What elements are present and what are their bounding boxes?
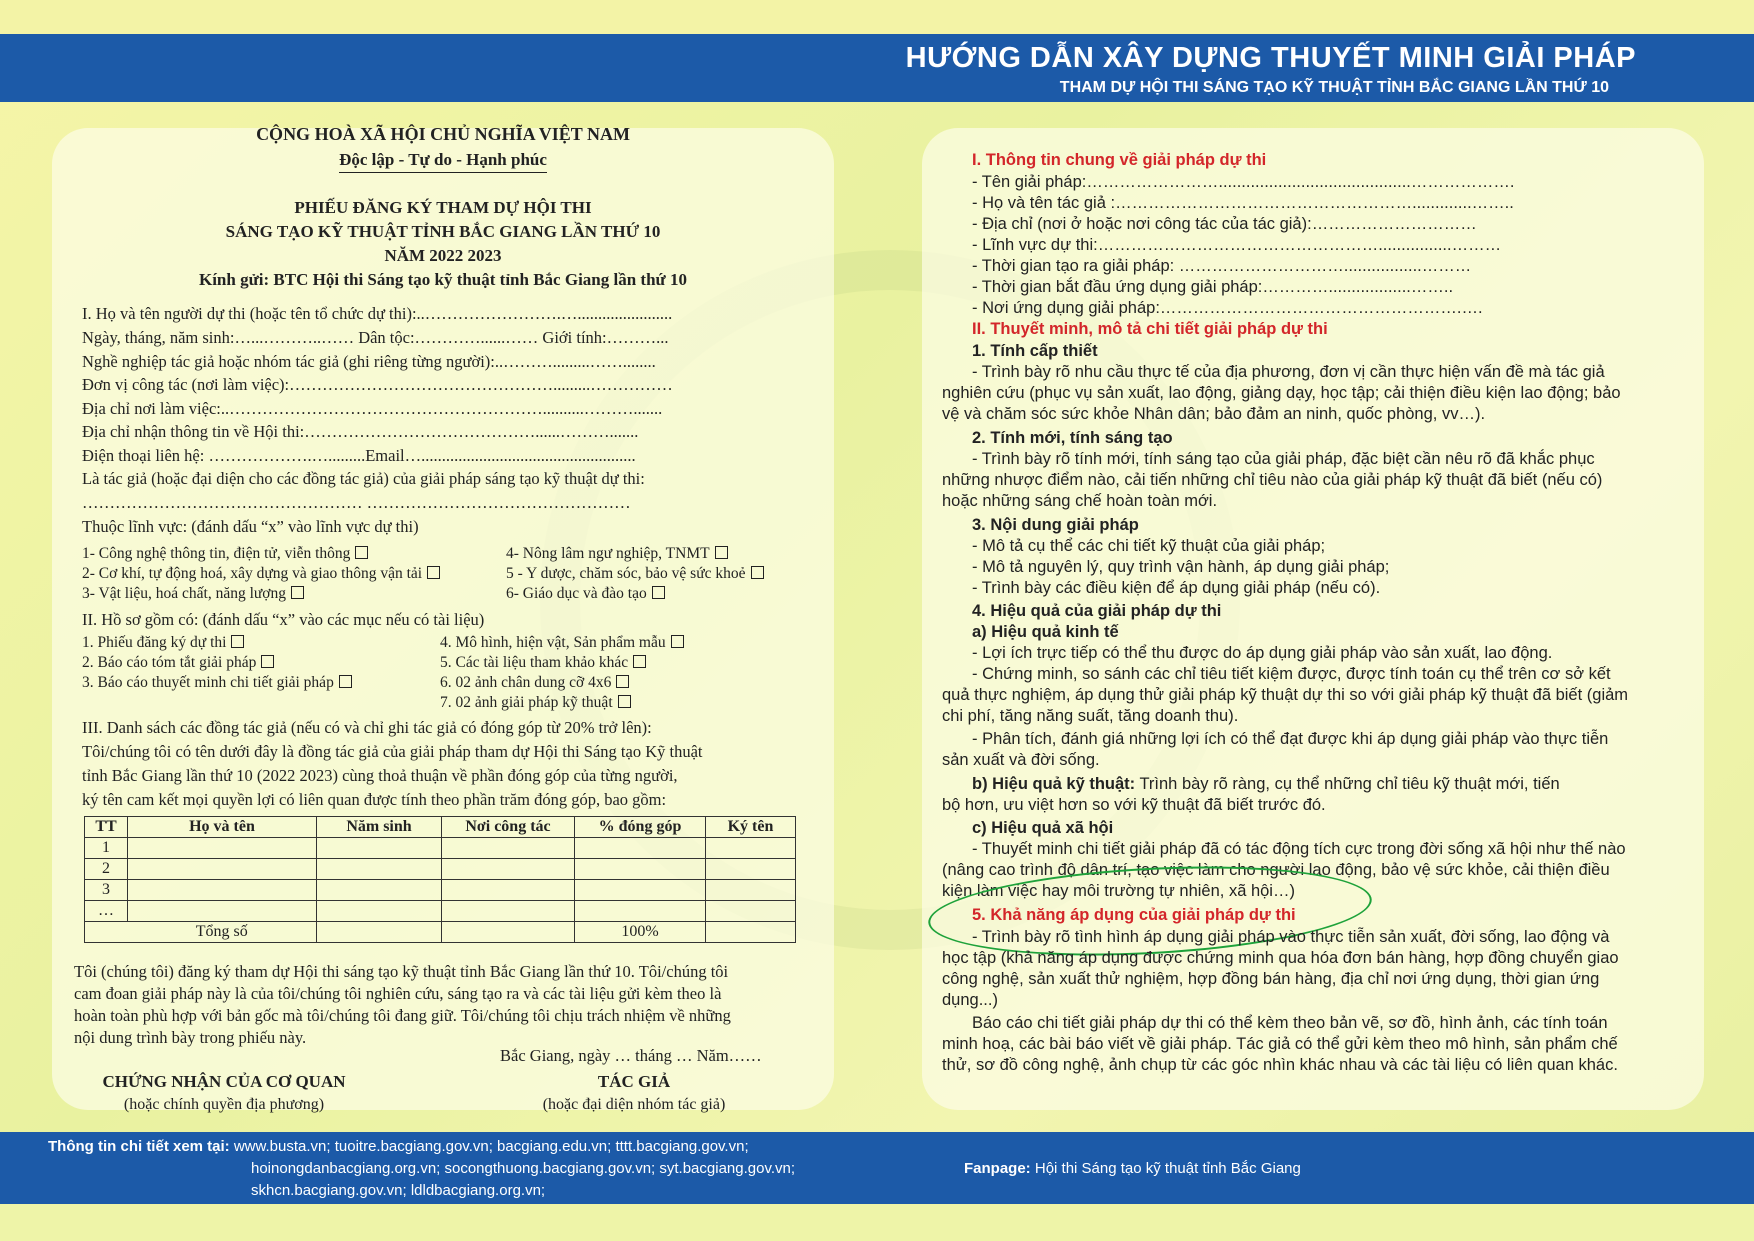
table-total-row: [85, 922, 796, 943]
para-4b: [972, 774, 1682, 795]
motto: [84, 150, 802, 170]
footer-info-line: [48, 1138, 749, 1155]
checkbox[interactable]: [261, 655, 274, 668]
coauthor-table: [84, 816, 796, 943]
section3-line: Tôi/chúng tôi có tên dưới đây là đồng tác giả của giải pháp tham dự Hội thi Sáng tạo Kỹ thuật: [82, 742, 703, 761]
sign-left-subtitle: (hoặc chính quyền địa phương): [123, 1096, 325, 1113]
heading-4: 4. Hiệu quả của giải pháp dự thi: [972, 602, 1222, 620]
section3-line: ký tên cam kết mọi quyền lợi có liên quan được tính theo phần trăm đóng góp, bao gồm:: [82, 790, 667, 809]
info-line: - Lĩnh vực dự thi:……………………………………………................………: [972, 236, 1502, 254]
para-line: thử, sơ đồ công nghệ, ảnh chụp từ các góc nhìn khác nhau và các tài liệu có liên quan khác.: [942, 1056, 1618, 1074]
table-cell[interactable]: [575, 859, 706, 880]
table-cell[interactable]: [442, 838, 575, 859]
info-line: - Thời gian bắt đầu ứng dụng giải pháp:…………..................……..: [972, 278, 1454, 296]
heading-4c: c) Hiệu quả xã hội: [972, 819, 1114, 837]
table-cell[interactable]: [128, 901, 317, 922]
sign-right-subtitle: (hoặc đại diện nhóm tác giả): [542, 1096, 726, 1113]
commitment-line: nội dung trình bày trong phiếu này.: [74, 1028, 307, 1047]
table-row: [85, 859, 796, 880]
checkbox[interactable]: [751, 566, 764, 579]
column-header: % đóng góp: [575, 817, 706, 838]
footer-links[interactable]: hoinongdanbacgiang.org.vn; socongthuong.bacgiang.gov.vn; syt.bacgiang.gov.vn;: [251, 1160, 796, 1177]
commitment-line: hoàn toàn phù hợp với bản gốc mà tôi/chúng tôi đang giữ. Tôi/chúng tôi chịu trách nhiệm về những: [74, 1006, 731, 1025]
field-option-label: 3- Vật liệu, hoá chất, năng lượng: [82, 585, 286, 602]
column-header: Nơi công tác: [442, 817, 575, 838]
table-row: [85, 838, 796, 859]
sign-right-title: TÁC GIẢ: [597, 1072, 671, 1091]
document-option-label: 3. Báo cáo thuyết minh chi tiết giải pháp: [82, 674, 334, 691]
table-cell[interactable]: [442, 859, 575, 880]
table-cell[interactable]: [442, 901, 575, 922]
form-line: …………………………………………… …………………………………………: [82, 493, 631, 512]
field-option: [506, 585, 665, 603]
document-option: [440, 674, 629, 692]
commitment-line: cam đoan giải pháp này là của tôi/chúng tôi nghiên cứu, sáng tạo ra và các tài liệu gửi kèm theo là: [74, 984, 722, 1003]
para-line: kiện làm việc hay môi trường tự nhiên, xã hội…): [942, 882, 1295, 900]
field-option-label: 2- Cơ khí, tự động hoá, xây dựng và giao thông vận tải: [82, 565, 423, 582]
info-line: - Thời gian tạo ra giải pháp: ………………………….................………: [972, 257, 1472, 275]
document-option: [440, 634, 684, 652]
table-cell[interactable]: [706, 859, 796, 880]
para-line: - Phân tích, đánh giá những lợi ích có thể đạt được khi áp dụng giải pháp vào thực tiễn: [972, 730, 1609, 748]
nation-title: CỘNG HOÀ XÃ HỘI CHỦ NGHĨA VIỆT NAM: [256, 124, 630, 144]
form-line: Địa chỉ nơi làm việc:..…………………………………………………..........……….......: [82, 399, 663, 418]
total-label: Tổng số: [128, 922, 317, 943]
footer-banner: [0, 1132, 1754, 1204]
section-1-heading: I. Thông tin chung về giải pháp dự thi: [972, 151, 1267, 169]
heading-5: 5. Khả năng áp dụng của giải pháp dự thi: [972, 906, 1296, 924]
document-option: [440, 654, 646, 672]
para-line: học tập (khả năng áp dụng được chứng minh qua hóa đơn bán hàng, hợp đồng chuyển giao: [942, 949, 1619, 967]
date-line: Bắc Giang, ngày … tháng … Năm……: [500, 1046, 762, 1065]
fanpage-label: Fanpage:: [964, 1160, 1031, 1177]
column-header: Ký tên: [706, 817, 796, 838]
form-line: Địa chỉ nhận thông tin về Hội thi:……………………………………......……….......: [82, 422, 639, 441]
field-option: [82, 585, 304, 603]
field-option-label: 4- Nông lâm ngư nghiệp, TNMT: [506, 545, 710, 562]
form-line: I. Họ và tên người dự thi (hoặc tên tổ chức dự thi):..…………………….….......................: [82, 304, 673, 323]
heading-4a: a) Hiệu quả kinh tế: [972, 623, 1119, 641]
document-option-label: 6. 02 ảnh chân dung cỡ 4x6: [440, 674, 612, 691]
table-row: [85, 880, 796, 901]
document-option-label: 1. Phiếu đăng ký dự thi: [82, 634, 227, 651]
heading-3: 3. Nội dung giải pháp: [972, 516, 1139, 534]
table-cell[interactable]: [128, 859, 317, 880]
kinh-gui: Kính gửi: BTC Hội thi Sáng tạo kỹ thuật tỉnh Bắc Giang lần thứ 10: [198, 270, 687, 289]
table-cell[interactable]: [706, 901, 796, 922]
table-cell[interactable]: [575, 901, 706, 922]
table-header-row: [85, 817, 796, 838]
checkbox[interactable]: [427, 566, 440, 579]
form-title-2: SÁNG TẠO KỸ THUẬT TỈNH BẮC GIANG LẦN THỨ 10: [225, 222, 661, 241]
field-option-label: 5 - Y dược, chăm sóc, bảo vệ sức khoẻ: [506, 565, 746, 582]
para-line: quả thực nghiệm, áp dụng thử giải pháp kỹ thuật dự thi so với giải pháp kỹ thuật đã biết (giảm: [942, 686, 1629, 704]
motto-text: Độc lập - Tự do - Hạnh phúc: [339, 150, 547, 173]
table-cell[interactable]: [706, 838, 796, 859]
table-cell: [317, 922, 442, 943]
column-header: Năm sinh: [317, 817, 442, 838]
para-line: minh hoạ, các bài báo viết về giải pháp. Tác giả có thể gửi kèm theo mô hình, sản phẩm chế: [942, 1035, 1618, 1053]
para-line: - Lợi ích trực tiếp có thể thu được do áp dụng giải pháp vào sản xuất, lao động.: [972, 644, 1553, 662]
fanpage-name[interactable]: Hội thi Sáng tạo kỹ thuật tỉnh Bắc Giang: [1030, 1160, 1301, 1177]
footer-info-label: Thông tin chi tiết xem tại:: [48, 1138, 230, 1155]
form-title-1: PHIẾU ĐĂNG KÝ THAM DỰ HỘI THI: [294, 198, 592, 217]
form-line: Thuộc lĩnh vực: (đánh dấu “x” vào lĩnh vực dự thi): [82, 517, 419, 536]
commitment-line: Tôi (chúng tôi) đăng ký tham dự Hội thi sáng tạo kỹ thuật tỉnh Bắc Giang lần thứ 10. Tôi/chúng tôi: [74, 962, 729, 981]
table-cell[interactable]: [317, 838, 442, 859]
section3-line: tỉnh Bắc Giang lần thứ 10 (2022 2023) cùng thoả thuận về phần đóng góp của từng người,: [82, 766, 678, 785]
top-strip: [0, 0, 1754, 34]
table-cell[interactable]: [575, 838, 706, 859]
table-cell[interactable]: [128, 880, 317, 901]
document-option-label: 5. Các tài liệu tham khảo khác: [440, 654, 629, 671]
info-line: - Nơi ứng dụng giải pháp:……………………………………………….….: [972, 299, 1483, 317]
para-line: Báo cáo chi tiết giải pháp dự thi có thể kèm theo bản vẽ, sơ đồ, hình ảnh, các tính toán: [972, 1014, 1608, 1032]
checkbox[interactable]: [339, 675, 352, 688]
document-option-label: 7. 02 ảnh giải pháp kỹ thuật: [440, 694, 613, 711]
checkbox[interactable]: [291, 586, 304, 599]
field-option: [82, 565, 440, 583]
document-option: [82, 654, 274, 672]
field-option-label: 1- Công nghệ thông tin, điện tử, viễn thông: [82, 545, 351, 562]
table-cell: [85, 922, 128, 943]
heading-1: 1. Tính cấp thiết: [972, 342, 1098, 360]
form-line: Ngày, tháng, năm sinh:…...………..…… Dân tộc:…………......…… Giới tính:………...: [82, 328, 669, 347]
hoso-title: II. Hồ sơ gồm có: (đánh dấu “x” vào các mục nếu có tài liệu): [82, 610, 485, 629]
document-option: [440, 694, 631, 712]
column-header: TT: [85, 817, 128, 838]
para-text: Trình bày rõ ràng, cụ thể những chỉ tiêu kỹ thuật mới, tiến: [1135, 775, 1560, 793]
form-title-3: NĂM 2022 2023: [384, 246, 502, 265]
total-value: 100%: [575, 922, 706, 943]
para-line: hoặc những sáng chế hoàn toàn mới.: [942, 492, 1218, 510]
table-cell[interactable]: [442, 880, 575, 901]
para-line: - Trình bày rõ tính mới, tính sáng tạo của giải pháp, đặc biệt cần nêu rõ đã khắc phục: [972, 450, 1595, 468]
form-line: Điện thoại liên hệ: ……………….….........Email…....................................................: [82, 446, 636, 465]
checkbox[interactable]: [671, 635, 684, 648]
sign-left-title: CHỨNG NHẬN CỦA CƠ QUAN: [102, 1072, 346, 1091]
header-banner: [0, 34, 1754, 102]
table-cell[interactable]: [706, 880, 796, 901]
footer-links[interactable]: skhcn.bacgiang.gov.vn; ldldbacgiang.org.vn;: [251, 1182, 546, 1199]
field-option: [82, 545, 368, 563]
para-line: những nhược điểm nào, cải tiến những chỉ tiêu nào của giải pháp kỹ thuật đã biết (nếu có): [942, 471, 1603, 489]
table-cell[interactable]: [317, 901, 442, 922]
checkbox[interactable]: [355, 546, 368, 559]
para-line: vệ và chăm sóc sức khỏe Nhân dân; bảo đảm an ninh, quốc phòng, vv…).: [942, 405, 1486, 423]
table-cell: …: [85, 901, 128, 922]
para-line: - Thuyết minh chi tiết giải pháp đã có tác động tích cực trong đời sống xã hội như thế nào: [972, 840, 1626, 858]
document-option: [82, 674, 352, 692]
para-line: sản xuất và đời sống.: [942, 751, 1100, 769]
para-line: dụng...): [942, 991, 998, 1009]
table-cell: [442, 922, 575, 943]
form-line: Nghề nghiệp tác giả hoặc nhóm tác giả (ghi riêng từng người):..……….........……........: [82, 352, 656, 371]
table-cell[interactable]: [317, 859, 442, 880]
para-line: - Mô tả nguyên lý, quy trình vận hành, áp dụng giải pháp;: [972, 558, 1390, 576]
table-cell[interactable]: [128, 838, 317, 859]
document-option-label: 2. Báo cáo tóm tắt giải pháp: [82, 654, 257, 671]
section-2-heading: II. Thuyết minh, mô tả chi tiết giải pháp dự thi: [972, 320, 1328, 338]
checkbox[interactable]: [633, 655, 646, 668]
para-line: - Trình bày rõ tình hình áp dụng giải pháp vào thực tiễn sản xuất, đời sống, lao động và: [972, 928, 1610, 946]
heading-2: 2. Tính mới, tính sáng tạo: [972, 429, 1173, 447]
table-cell[interactable]: [575, 880, 706, 901]
checkbox[interactable]: [231, 635, 244, 648]
info-line: - Tên giải pháp:……………………..........................................……………….: [972, 173, 1515, 191]
para-line: bộ hơn, ưu việt hơn so với kỹ thuật đã biết trước đó.: [942, 796, 1326, 814]
info-line: - Địa chỉ (nơi ở hoặc nơi công tác của tác giả):…………………………: [972, 215, 1477, 233]
document-option: [82, 634, 244, 652]
para-line: - Trình bày các điều kiện để áp dụng giải pháp (nếu có).: [972, 579, 1381, 597]
para-line: chi phí, tăng năng suất, tăng doanh thu).: [942, 707, 1239, 725]
checkbox[interactable]: [652, 586, 665, 599]
para-line: - Trình bày rõ nhu cầu thực tế của địa phương, đơn vị cần thực hiện vấn đề mà tác giả: [972, 363, 1605, 381]
table-row: [85, 901, 796, 922]
para-line: công nghệ, sản xuất thử nghiệm, hợp đồng bán hàng, địa chỉ nơi ứng dụng, thời gian ứng: [942, 970, 1600, 988]
page-subtitle: THAM DỰ HỘI THI SÁNG TẠO KỸ THUẬT TỈNH BẮC GIANG LẦN THỨ 10: [1059, 79, 1609, 96]
table-cell: 3: [85, 880, 128, 901]
column-header: Họ và tên: [128, 817, 317, 838]
table-cell: 2: [85, 859, 128, 880]
para-line: - Chứng minh, so sánh các chỉ tiêu tiết kiệm được, được tính toán cụ thể trên cơ sở kết: [972, 665, 1611, 683]
checkbox[interactable]: [715, 546, 728, 559]
footer-fanpage: [964, 1160, 1301, 1177]
heading-4b: b) Hiệu quả kỹ thuật:: [972, 775, 1136, 793]
para-line: nghiên cứu (phục vụ sản xuất, lao động, giảng dạy, học tập; cải thiện điều kiện lao động; bảo: [942, 384, 1621, 402]
bottom-strip: [0, 1204, 1754, 1241]
footer-links[interactable]: www.busta.vn; tuoitre.bacgiang.gov.vn; bacgiang.edu.vn; tttt.bacgiang.gov.vn;: [229, 1138, 749, 1155]
checkbox[interactable]: [618, 695, 631, 708]
field-option-label: 6- Giáo dục và đào tạo: [506, 585, 647, 602]
table-cell: [706, 922, 796, 943]
page-title: HƯỚNG DẪN XÂY DỰNG THUYẾT MINH GIẢI PHÁP: [905, 42, 1636, 74]
para-line: - Mô tả cụ thể các chi tiết kỹ thuật của giải pháp;: [972, 537, 1326, 555]
document-option-label: 4. Mô hình, hiện vật, Sản phẩm mẫu: [440, 634, 666, 651]
para-line: (nâng cao trình độ dân trí, tạo việc làm cho người lao động, bảo vệ sức khỏe, cải thiện điều: [942, 861, 1610, 879]
section3-line: III. Danh sách các đồng tác giả (nếu có và chỉ ghi tác giả có đóng góp từ 20% trở lên):: [82, 718, 652, 737]
field-option: [506, 565, 764, 583]
form-line: Đơn vị công tác (nơi làm việc):………………………………………….........……………: [82, 375, 673, 394]
table-cell[interactable]: [317, 880, 442, 901]
checkbox[interactable]: [616, 675, 629, 688]
info-line: - Họ và tên tác giả :……………………………………………….............……..: [972, 194, 1514, 212]
table-cell: 1: [85, 838, 128, 859]
form-line: Là tác giả (hoặc đại diện cho các đồng tác giả) của giải pháp sáng tạo kỹ thuật dự thi:: [82, 469, 645, 488]
field-option: [506, 545, 728, 563]
